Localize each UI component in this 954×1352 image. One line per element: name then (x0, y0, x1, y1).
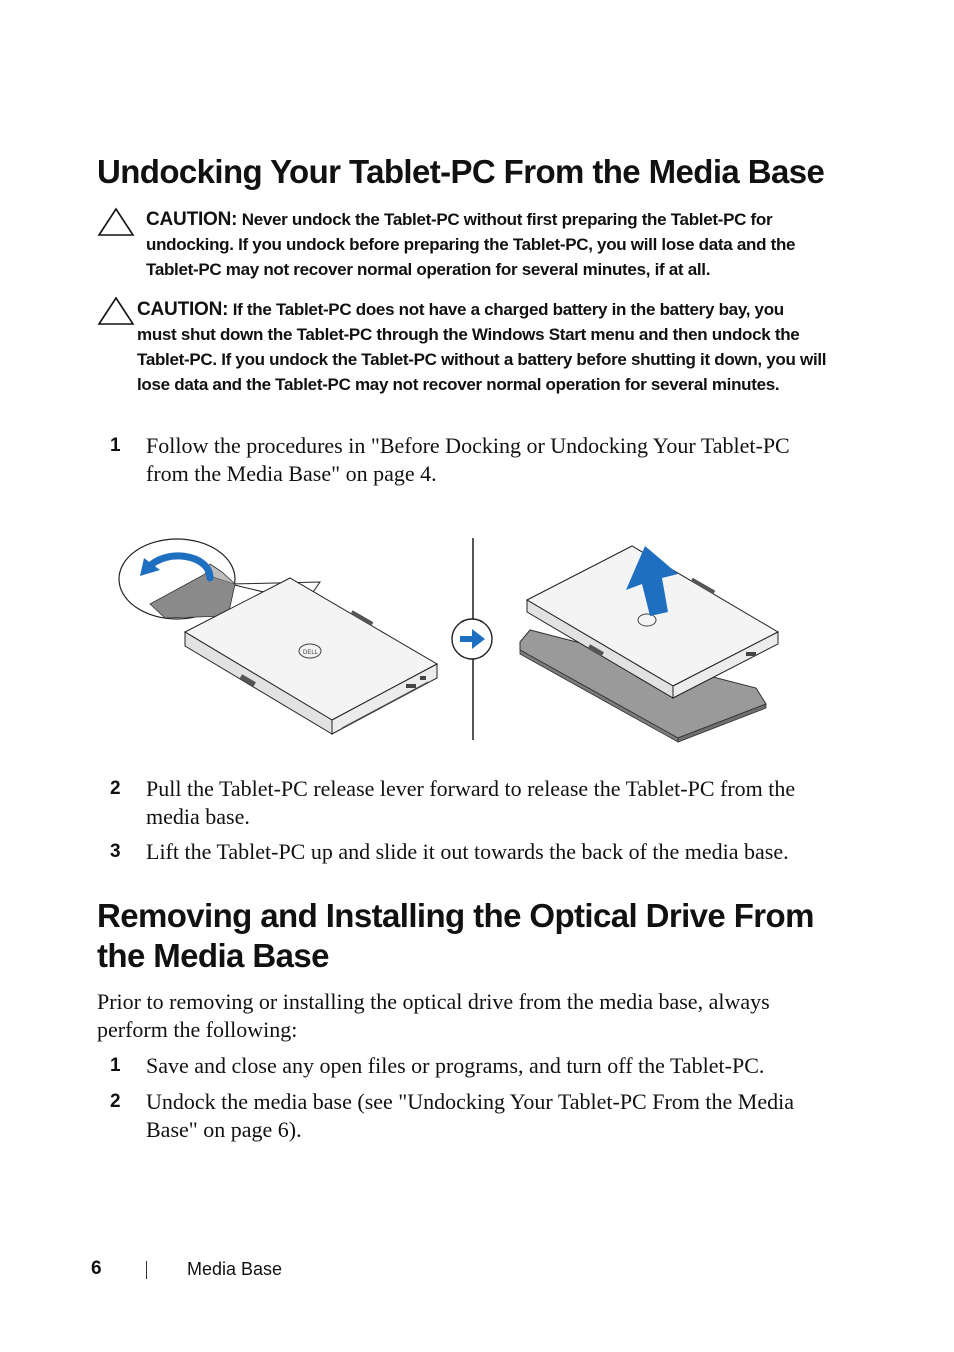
caution-keyword: CAUTION: (146, 209, 238, 230)
step-number: 2 (110, 778, 121, 799)
caution-note (97, 207, 827, 287)
step-text: Save and close any open files or programs, and turn off the Tablet-PC. (146, 1053, 765, 1078)
caution-text-continued: menu and then undock the Tablet-PC. If you undock the Tablet-PC without a battery before shutting it down, you will lose data and the Tablet-PC may not recover normal operation for several minutes. (137, 325, 827, 394)
step-text: Lift the Tablet-PC up and slide it out towards the back of the media base. (146, 839, 789, 864)
footer-divider (146, 1261, 147, 1279)
start-menu-label: Start (548, 325, 586, 344)
step-text: Follow the procedures in "Before Docking or Undocking Your Tablet-PC from the Media Base" on page 4. (146, 433, 790, 486)
step-number: 2 (110, 1091, 121, 1112)
step-number: 1 (110, 435, 121, 456)
step-number: 1 (110, 1055, 121, 1076)
step-text: Undock the media base (see "Undocking Your Tablet-PC From the Media Base" on page 6). (146, 1089, 794, 1142)
section-title-optical-drive: Removing and Installing the Optical Drive From the Media Base (97, 897, 814, 974)
step-text: Pull the Tablet-PC release lever forward to release the Tablet-PC from the media base. (146, 776, 796, 829)
intro-paragraph: Prior to removing or installing the optical drive from the media base, always perform the following: (97, 989, 770, 1042)
caution-note (97, 296, 827, 426)
caution-text: Never undock the Tablet-PC without first preparing the Tablet-PC for undocking. If you undock before preparing the Tablet-PC, you will lose data and the Tablet-PC may not recover normal operation for several minutes, if at all. (146, 210, 796, 279)
dell-logo: DELL (303, 650, 319, 656)
next-arrow-icon (452, 619, 492, 659)
page-number: 6 (91, 1258, 102, 1279)
section-title-undocking: Undocking Your Tablet-PC From the Media Base (97, 153, 825, 190)
caution-icon (97, 207, 135, 237)
caution-text: If the Tablet-PC does not have a charged battery in the battery bay, you must shut down the Tablet-PC through the Windows (137, 300, 784, 344)
undocking-illustration (110, 534, 790, 744)
caution-icon (97, 296, 135, 326)
caution-keyword: CAUTION: (137, 299, 229, 320)
footer-section-title: Media Base (187, 1259, 283, 1279)
step-number: 3 (110, 841, 121, 862)
